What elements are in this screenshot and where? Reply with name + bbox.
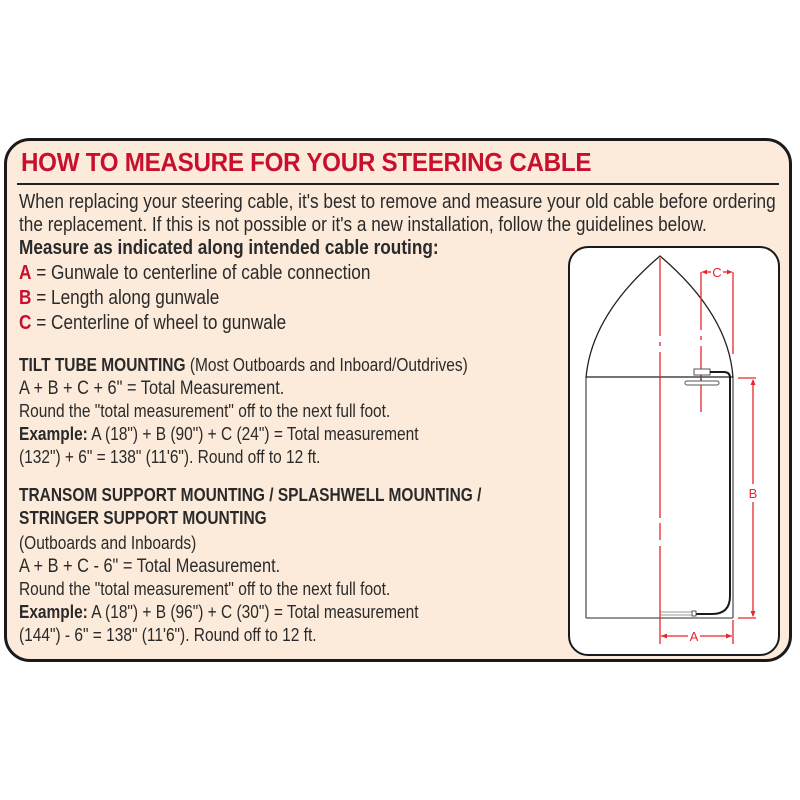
legend-key-b: B [19, 287, 32, 309]
transom-example-row: Example: A (18") + B (96") + C (30") = Total measurement [19, 602, 419, 622]
legend-text-c: Centerline of wheel to gunwale [51, 312, 287, 334]
intro-line-1: When replacing your steering cable, it's best to remove and measure your old cable before ordering [19, 191, 776, 213]
legend-text-a: Gunwale to centerline of cable connection [51, 262, 371, 284]
measure-heading: Measure as indicated along intended cable routing: [19, 237, 439, 259]
legend-key-a: A [19, 262, 32, 284]
transom-formula: A + B + C - 6" = Total Measurement. [19, 556, 281, 577]
intro-line-2: the replacement. If this is not possible or it's a new installation, follow the guidelines below. [19, 214, 707, 236]
transom-heading-line-1: TRANSOM SUPPORT MOUNTING / SPLASHWELL MOUNTING / [19, 485, 482, 505]
tilt-tube-example-row: Example: A (18") + B (90") + C (24") = Total measurement [19, 424, 419, 444]
tilt-tube-example-label: Example: [19, 424, 88, 444]
transom-example-result: (144") - 6" = 138" (11'6"). Round off to 12 ft. [19, 625, 317, 645]
legend-item-c: C = Centerline of wheel to gunwale [19, 312, 287, 334]
legend-key-c: C [19, 312, 32, 334]
dimension-label-b: B [748, 485, 757, 501]
tilt-tube-formula: A + B + C + 6" = Total Measurement. [19, 378, 285, 399]
page-title: HOW TO MEASURE FOR YOUR STEERING CABLE [21, 147, 592, 177]
tilt-tube-heading: TILT TUBE MOUNTING [19, 355, 186, 375]
tilt-tube-heading-row [19, 354, 468, 377]
boat-diagram [568, 246, 780, 656]
transom-heading-line-2: STRINGER SUPPORT MOUNTING [19, 508, 267, 528]
legend-text-b: Length along gunwale [51, 287, 220, 309]
transom-round-note: Round the "total measurement" off to the next full foot. [19, 579, 391, 599]
boat-outline-drawing [568, 246, 780, 656]
transom-subheading: (Outboards and Inboards) [19, 533, 197, 553]
tilt-tube-example-result: (132") + 6" = 138" (11'6"). Round off to 12 ft. [19, 447, 321, 467]
tilt-tube-subheading: (Most Outboards and Inboard/Outdrives) [185, 355, 468, 375]
tilt-tube-round-note: Round the "total measurement" off to the next full foot. [19, 401, 391, 421]
legend-item-a: A = Gunwale to centerline of cable connection [19, 262, 371, 284]
transom-example-label: Example: [19, 602, 88, 622]
legend-item-b: B = Length along gunwale [19, 287, 220, 309]
title-divider [17, 183, 779, 185]
dimension-label-c: C [711, 264, 722, 280]
dimension-label-a: A [689, 628, 698, 644]
